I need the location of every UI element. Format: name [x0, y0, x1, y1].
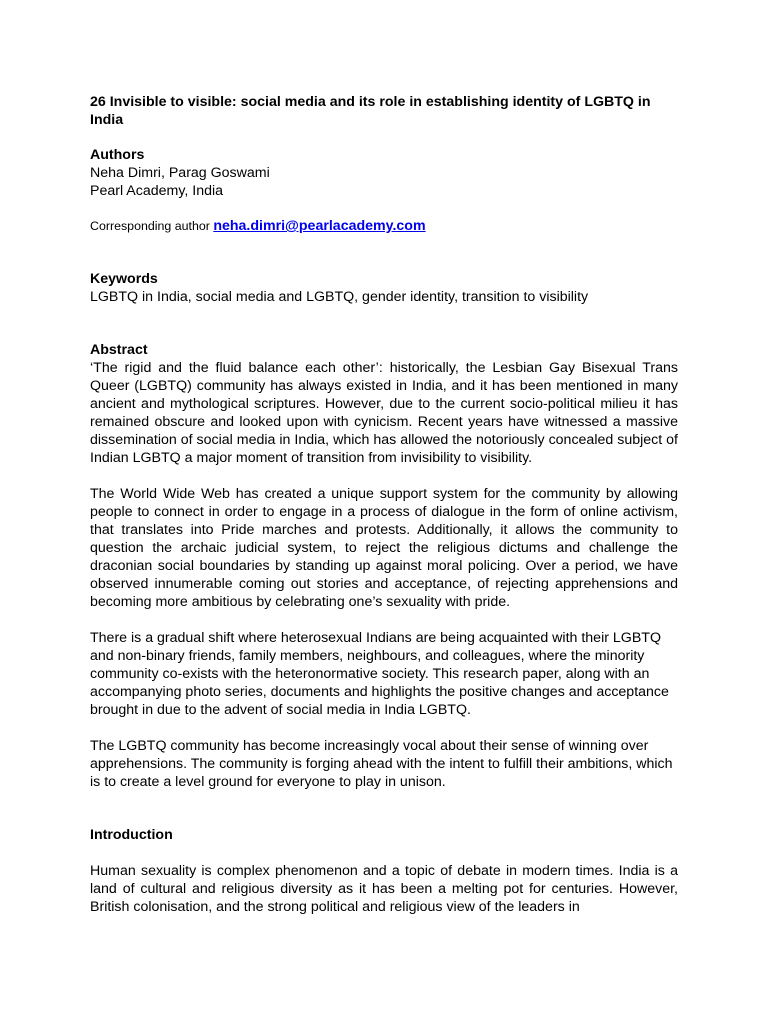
corresponding-email-link[interactable]: neha.dimri@pearlacademy.com: [213, 218, 426, 234]
abstract-paragraph-2: The World Wide Web has created a unique support system for the community by allowing people to connect in order to engage in a process of dialogue in the form of online activism, that translates into Pride marches and protests. Additionally, it allows the community to question the archaic judicial system, to reject the religious dictums and challenge the draconian social boundaries by standing up against moral policing. Over a period, we have observed innumerable coming out stories and acceptance, of rejecting apprehensions and becoming more ambitious by celebrating one’s sexuality with pride.: [90, 486, 678, 610]
introduction-heading: Introduction: [90, 827, 173, 843]
abstract-paragraph-4: The LGBTQ community has become increasingly vocal about their sense of winning over apprehensions. The community is forging ahead with the intent to fulfill their ambitions, which is to create a level ground for everyone to play in unison.: [90, 738, 673, 790]
authors-names: Neha Dimri, Parag Goswami: [90, 165, 270, 181]
paper-title: 26 Invisible to visible: social media and its role in establishing identity of LGBTQ in India: [90, 94, 651, 128]
abstract-heading: Abstract: [90, 342, 148, 358]
keywords-text: LGBTQ in India, social media and LGBTQ, gender identity, transition to visibility: [90, 289, 589, 305]
document-page: [90, 93, 678, 916]
keywords-heading: Keywords: [90, 271, 158, 287]
abstract-paragraph-1: ‘The rigid and the fluid balance each other’: historically, the Lesbian Gay Bisexual Trans Queer (LGBTQ) community has always existed in India, and it has been mentioned in many ancient and mythological scriptures. However, due to the current socio-political milieu it has remained obscure and looked upon with cynicism. Recent years have witnessed a massive dissemination of social media in India, which has allowed the notoriously concealed subject of Indian LGBTQ a major moment of transition from invisibility to visibility.: [90, 360, 678, 466]
corresponding-label: Corresponding author: [90, 219, 210, 233]
abstract-paragraph-3: There is a gradual shift where heterosexual Indians are being acquainted with their LGBTQ and non-binary friends, family members, neighbours, and colleagues, where the minority community co-exists with the heteronormative society. This research paper, along with an accompanying photo series, documents and highlights the positive changes and acceptance brought in due to the advent of social media in India LGBTQ.: [90, 630, 669, 718]
affiliation: Pearl Academy, India: [90, 183, 224, 199]
corresponding-author: [90, 217, 678, 235]
introduction-paragraph: Human sexuality is complex phenomenon and a topic of debate in modern times. India is a land of cultural and religious diversity as it has been a melting pot for centuries. However, British colonisation, and the strong political and religious view of the leaders in: [90, 863, 678, 915]
authors-heading: Authors: [90, 147, 145, 163]
